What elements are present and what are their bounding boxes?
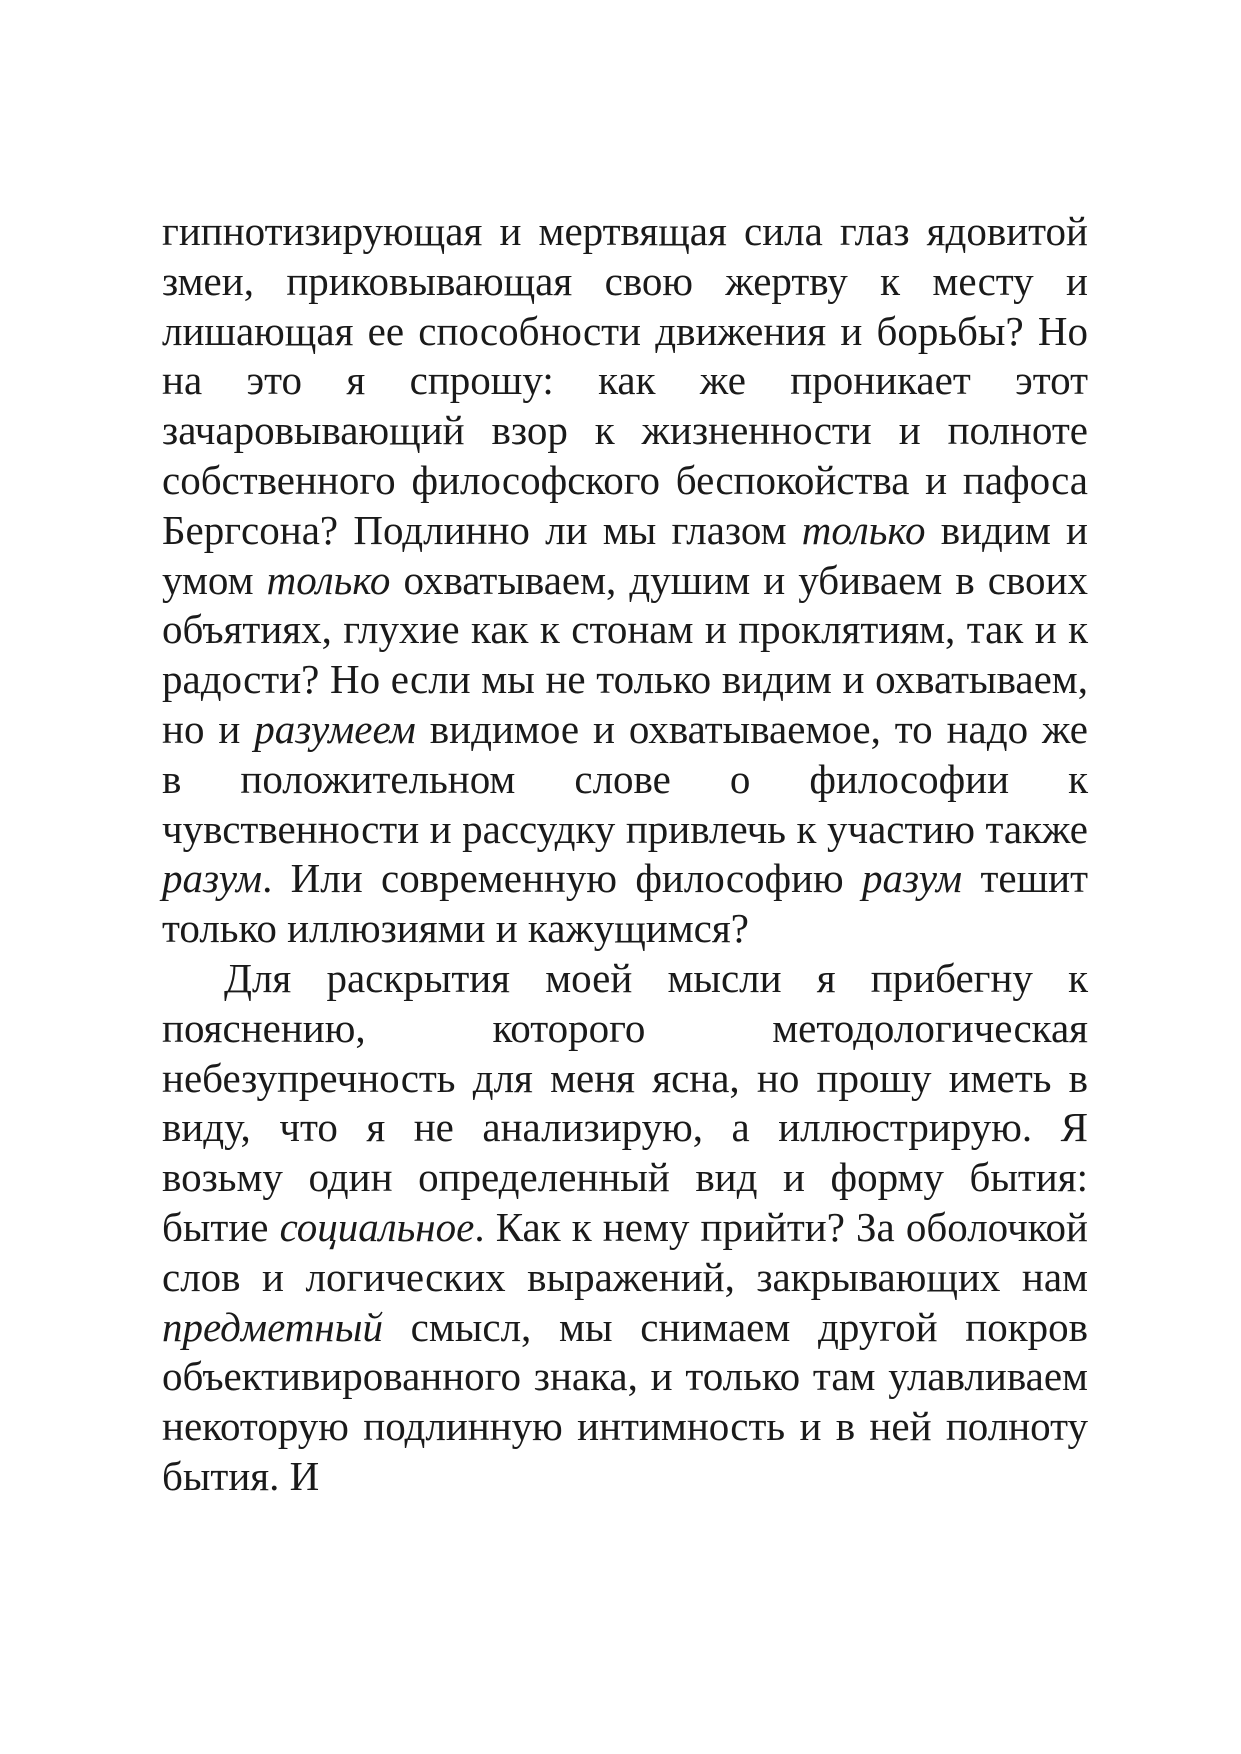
italic-emphasis: разум <box>862 855 963 902</box>
italic-emphasis: только <box>266 556 391 603</box>
text-run: видимое и охватываемое, то надо же в положительном слове о философии к чувственности и рассудку привлечь к участию также <box>162 705 1088 852</box>
italic-emphasis: разумеем <box>254 705 416 752</box>
body-text <box>162 207 1088 1502</box>
paragraph-1 <box>162 207 1088 954</box>
text-run: смысл, мы снимаем другой покров объективированного знака, и только там улавливаем некоторую подлинную интимность и в ней полноту бытия. И <box>162 1303 1088 1499</box>
text-run: Для раскрытия моей мысли я прибегну к пояснению, которого методологическая небезупречность для меня ясна, но прошу иметь в виду, что я не анализирую, а иллюстрирую. Я возьму один определенный вид и форму бытия: бытие <box>162 954 1088 1250</box>
italic-emphasis: предметный <box>162 1303 383 1350</box>
text-run: охватываем, душим и убиваем в своих объятиях, глухие как к стонам и проклятиям, так и к радости? Но если мы не только видим и охватываем, но и <box>162 556 1088 752</box>
paragraph-2 <box>162 954 1088 1502</box>
italic-emphasis: разум <box>162 855 263 902</box>
text-run: . Или современную философию <box>262 855 863 902</box>
text-run: тешит только иллюзиями и кажущимся? <box>162 855 1089 952</box>
text-run: гипнотизирующая и мертвящая сила глаз ядовитой змеи, приковывающая свою жертву к месту и лишающая ее способности движения и борьбы? Но на это я спрошу: как же проникает этот зачаровывающий взор к жизненности и полноте собственного философского беспокойства и пафоса Бергсона? Подлинно ли мы глазом <box>162 208 1088 553</box>
italic-emphasis: социальное <box>279 1203 475 1250</box>
italic-emphasis: только <box>801 506 926 553</box>
text-run: видим и умом <box>162 506 1088 603</box>
text-run: . Как к нему прийти? За оболочкой слов и логических выражений, закрывающих нам <box>162 1203 1088 1300</box>
